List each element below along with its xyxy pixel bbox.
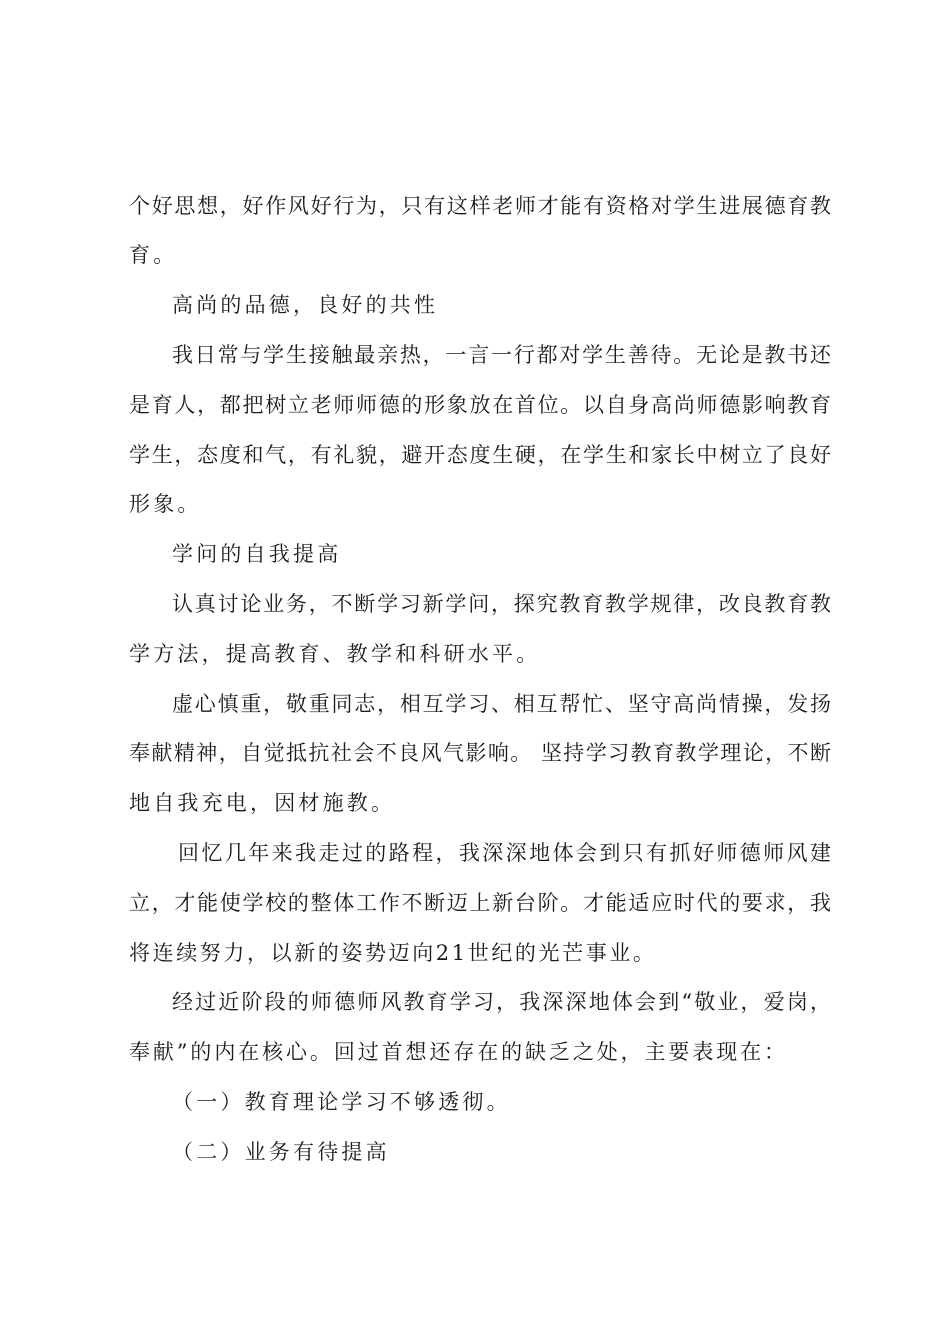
list-item-1: （一）教育理论学习不够透彻。 bbox=[172, 1090, 511, 1114]
text-line-5: 是育人，都把树立老师师德的形象放在首位。以自身高尚师德影响教育 bbox=[129, 393, 831, 417]
section-heading-character: 高尚的品德，良好的共性 bbox=[172, 293, 439, 317]
text-line-13: 地自我充电，因材施教。 bbox=[129, 791, 396, 815]
text-line-14: 回忆几年来我走过的路程，我深深地体会到只有抓好师德师风建 bbox=[178, 841, 831, 865]
text-line-2: 育。 bbox=[129, 243, 178, 267]
text-line-6: 学生，态度和气，有礼貌，避开态度生硬，在学生和家长中树立了良好 bbox=[129, 443, 831, 467]
text-line-16: 将连续努力，以新的姿势迈向21世纪的光芒事业。 bbox=[129, 941, 657, 965]
text-line-12: 奉献精神，自觉抵抗社会不良风气影响。 坚持学习教育教学理论，不断 bbox=[129, 741, 831, 765]
text-line-15: 立，才能使学校的整体工作不断迈上新台阶。才能适应时代的要求，我 bbox=[129, 891, 831, 915]
text-line-10: 学方法，提高教育、教学和科研水平。 bbox=[129, 642, 541, 666]
list-item-2: （二）业务有待提高 bbox=[172, 1140, 390, 1164]
text-line-18: 奉献”的内在核心。回过首想还存在的缺乏之处，主要表现在： bbox=[129, 1040, 788, 1064]
section-heading-learning: 学问的自我提高 bbox=[172, 542, 342, 566]
text-line-7: 形象。 bbox=[129, 492, 202, 516]
text-line-17: 经过近阶段的师德师风教育学习，我深深地体会到“敬业，爱岗， bbox=[172, 990, 831, 1014]
text-line-9: 认真讨论业务，不断学习新学问，探究教育教学规律，改良教育教 bbox=[172, 592, 831, 616]
text-line-1: 个好思想，好作风好行为，只有这样老师才能有资格对学生进展德育教 bbox=[129, 194, 831, 218]
text-line-4: 我日常与学生接触最亲热，一言一行都对学生善待。无论是教书还 bbox=[172, 343, 831, 367]
text-line-11: 虚心慎重，敬重同志，相互学习、相互帮忙、坚守高尚情操，发扬 bbox=[172, 692, 831, 716]
